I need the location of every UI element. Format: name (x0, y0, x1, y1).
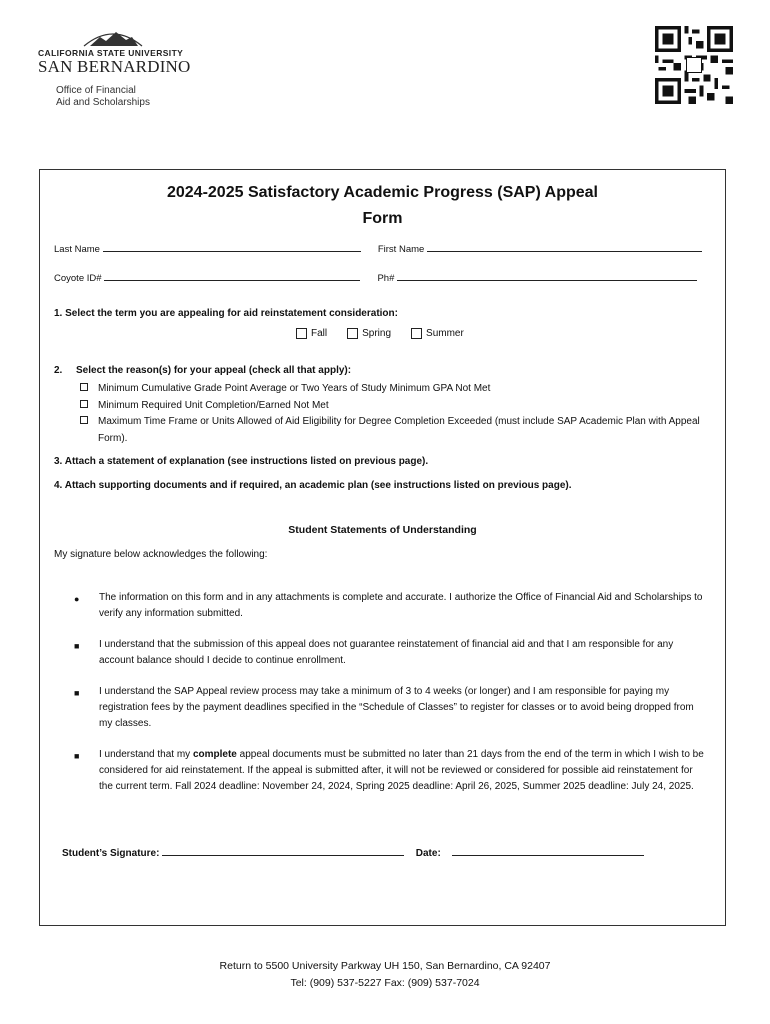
list-item: ■ I understand that the submission of this appeal does not guarantee reinstatement of financial aid and that I am responsible for any account balance should I decide to continue enrollment. (74, 637, 709, 669)
reason-max-time[interactable]: Maximum Time Frame or Units Allowed of Aid Eligibility for Degree Completion Exceeded (must include SAP Academic Plan with Appeal Form). (80, 414, 710, 447)
list-item: ■ I understand the SAP Appeal review process may take a minimum of 3 to 4 weeks (or longer) and I am responsible for paying my registration fees by the payment deadlines specified in the “Schedule of Classes” to register for classes or to avoid being dropped from my classes. (74, 684, 709, 732)
question-3: 3. Attach a statement of explanation (see instructions listed on previous page). (54, 456, 429, 467)
list-item: ● The information on this form and in any attachments is complete and accurate. I authorize the Office of Financial Aid and Scholarships to verify any information submitted. (74, 590, 709, 622)
phone-label: Ph# (377, 273, 395, 284)
footer (0, 958, 770, 992)
id-row (54, 272, 697, 284)
bullet-icon: ■ (74, 751, 80, 761)
date-label: Date: (415, 848, 441, 859)
checkbox-reason-gpa[interactable] (80, 383, 88, 391)
reason-gpa[interactable]: Minimum Cumulative Grade Point Average or Two Years of Study Minimum GPA Not Met (80, 381, 710, 398)
term-options (296, 328, 474, 339)
name-row (54, 243, 702, 255)
first-name-field[interactable] (427, 243, 702, 252)
signature-row (62, 847, 644, 859)
checkbox-summer[interactable] (411, 328, 422, 339)
reason-list (80, 381, 710, 447)
signature-field[interactable] (162, 847, 404, 856)
term-summer[interactable]: Summer (411, 328, 464, 339)
checkbox-reason-max-time[interactable] (80, 416, 88, 424)
bullet-icon: ■ (74, 688, 80, 698)
mountain-arc-icon (38, 26, 188, 48)
contact-info: Tel: (909) 537-5227 Fax: (909) 537-7024 (290, 977, 480, 989)
appeal-form (39, 169, 726, 926)
university-line: CALIFORNIA STATE UNIVERSITY (38, 48, 184, 58)
acknowledgement-text: My signature below acknowledges the following: (54, 549, 268, 560)
term-fall[interactable]: Fall (296, 328, 327, 339)
checkbox-fall[interactable] (296, 328, 307, 339)
statements-list (74, 590, 709, 810)
signature-label: Student’s Signature: (62, 848, 160, 859)
reason-units[interactable]: Minimum Required Unit Completion/Earned Not Met (80, 398, 710, 415)
term-spring[interactable]: Spring (347, 328, 391, 339)
form-title: 2024-2025 Satisfactory Academic Progress (SAP) Appeal Form (166, 184, 598, 227)
question-4: 4. Attach supporting documents and if required, an academic plan (see instructions listed on previous page). (54, 480, 572, 491)
first-name-label: First Name (377, 244, 425, 255)
campus-name: SAN BERNARDINO (38, 57, 191, 76)
qr-code-icon (655, 26, 733, 104)
date-field[interactable] (452, 847, 644, 856)
last-name-field[interactable] (103, 243, 361, 252)
bullet-icon: ● (74, 594, 80, 604)
office-name: Office of Financial Aid and Scholarships (56, 85, 150, 108)
return-address: Return to 5500 University Parkway UH 150, San Bernardino, CA 92407 (219, 960, 551, 972)
coyote-id-field[interactable] (104, 272, 360, 281)
statements-heading: Student Statements of Understanding (288, 524, 477, 536)
last-name-label: Last Name (54, 244, 100, 255)
checkbox-reason-units[interactable] (80, 400, 88, 408)
bullet-icon: ■ (74, 641, 80, 651)
phone-field[interactable] (397, 272, 697, 281)
list-item: ■ I understand that my complete appeal documents must be submitted no later than 21 days from the end of the term in which I wish to be considered for aid reinstatement. If the appeal is submitted after, it will not be reviewed or considered for possible aid reinstatement for the current term. Fall 2024 deadline: November 24, 2024, Spring 2025 deadline: April 26, 2025, Summer 2025 deadline: July 24, 2025. (74, 747, 709, 795)
question-1: 1. Select the term you are appealing for aid reinstatement consideration: (54, 308, 398, 319)
university-logo (38, 26, 191, 109)
checkbox-spring[interactable] (347, 328, 358, 339)
question-2: 2. Select the reason(s) for your appeal (check all that apply): (54, 365, 352, 376)
coyote-id-label: Coyote ID# (54, 273, 102, 284)
